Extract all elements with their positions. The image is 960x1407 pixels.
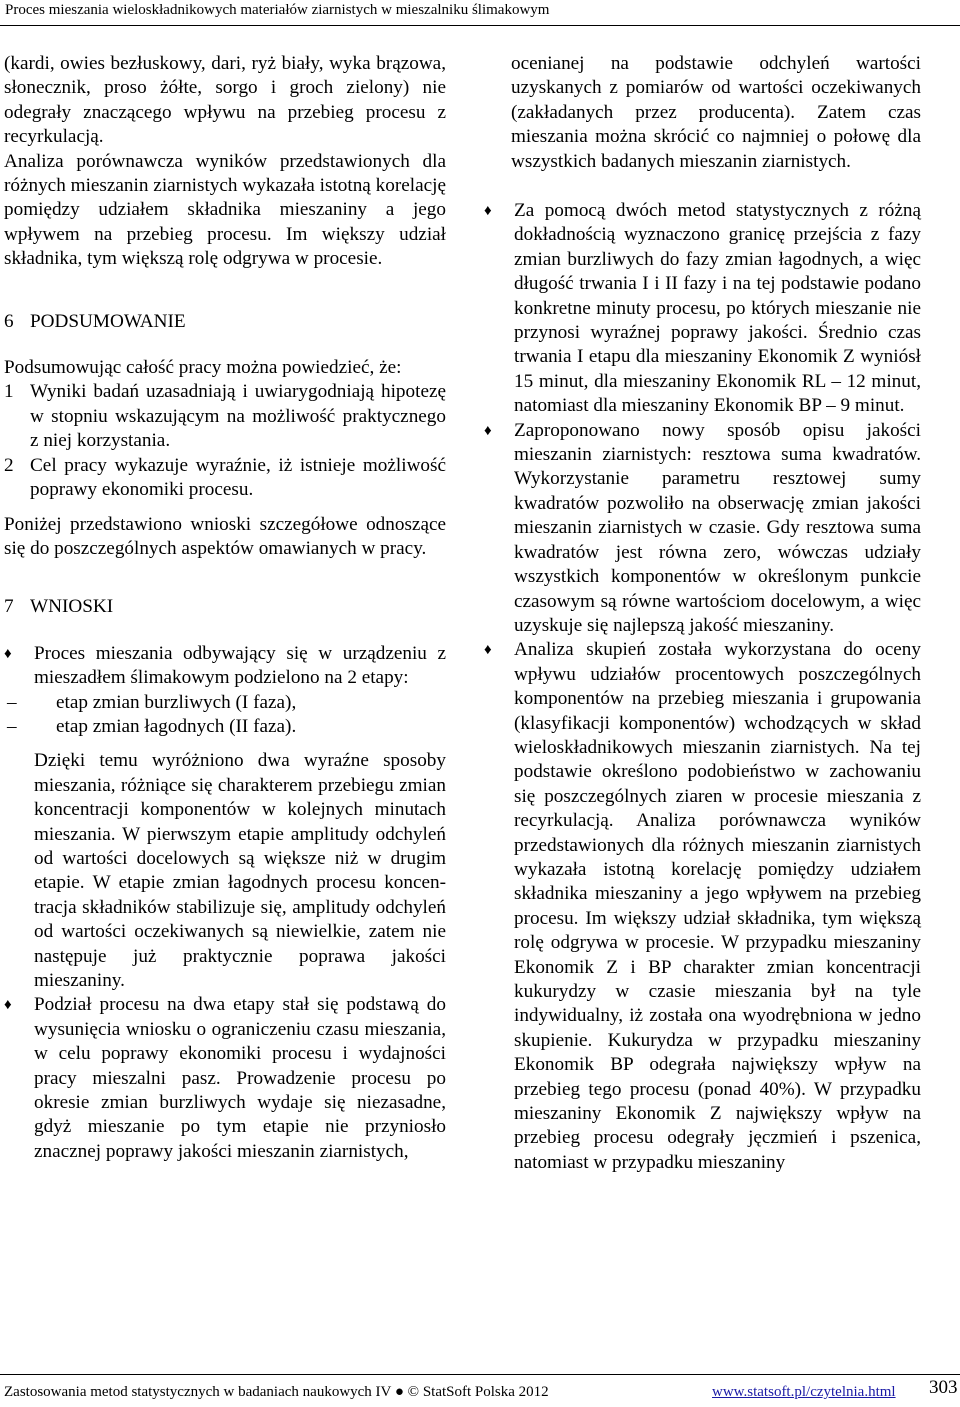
item-number: 1 xyxy=(4,381,14,403)
right-column xyxy=(511,52,921,174)
item-number: 2 xyxy=(4,454,14,476)
paragraph: Dzięki temu wyróżniono dwa wyraźne sposoby mieszania, różniące się charakterem przebiegu zmian koncentracji komponentów w kolejnych minutach mieszania. W pierwszym etapie amplitudy odchyleń od wartości docelowych są większe niż w drugim etapie. W etapie zmian łagodnych procesu koncentracja składników stabilizuje się, amplitudy odchyleń od wartości oczekiwanych są niewielkie, zatem nie następuje już praktycznie poprawa jakości mieszaniny. xyxy=(34,750,446,991)
dash-item xyxy=(4,691,446,715)
bullet-item xyxy=(484,638,921,1175)
paragraph: Analiza porównawcza wyników przedstawionych dla różnych mieszanin ziarnistych wykazała istotną korelację pomiędzy udziałem składnika mieszaniny a jego wpływem na przebieg procesu. Im większy udział składnika, tym większą rolę odgrywa w procesie. xyxy=(4,150,446,270)
footer-link[interactable]: www.statsoft.pl/czytelnia.html xyxy=(712,1384,896,1400)
page-number: 303 xyxy=(929,1377,958,1398)
bullet-item xyxy=(484,419,921,639)
bullet-text: Za pomocą dwóch metod statystycznych z różną dokładnością wyznaczono granicę przejścia z fazy zmian burzliwych do fazy zmian łagodnych, a więc długość trwania I i II fazy i na tej podstawie podano konkretne minuty procesu, po których mieszanie nie przynosi wyraźnej poprawy jakości. Średnio czas trwania I etapu dla mieszaniny Ekonomik Z wyniósł 15 minut, dla mieszaniny Ekonomik RL – 12 minut, natomiast dla mieszaniny Ekonomik BP – 9 minut. xyxy=(514,200,921,417)
page-footer xyxy=(0,1374,960,1407)
diamond-bullet-icon: ♦ xyxy=(484,203,492,219)
dash-text: etap zmian burzliwych (I faza), xyxy=(56,691,297,713)
section-title: PODSUMOWANIE xyxy=(30,310,186,332)
footer-text: Zastosowania metod statystycznych w badaniach naukowych IV ● © StatSoft Polska 2012 xyxy=(4,1384,549,1400)
item-text: Wyniki badań uzasadniają i uwiarygodniają hipotezę w stopniu wskazującym na możliwość praktycznego z niej korzystania. xyxy=(30,381,446,452)
bullet-text: Podział procesu na dwa etapy stał się podstawą do wysunięcia wniosku o ograniczeniu czasu mieszania, w celu poprawy ekonomiki procesu i wydajności pracy mieszalni pasz. Prowadzenie procesu po okresie zmian burzliwych wydaje się niezasadne, gdyż mieszanie po tym etapie nie przyniosło znacznej poprawy jakości mieszanin ziarnistych, xyxy=(34,994,446,1162)
left-column xyxy=(4,52,446,1164)
paragraph: Poniżej przedstawiono wnioski szczegółowe odnoszące się do poszczególnych aspektów omawianych w pracy. xyxy=(4,513,446,559)
dash-item xyxy=(4,715,446,739)
dash-icon: – xyxy=(7,715,17,737)
dash-text: etap zmian łagodnych (II faza). xyxy=(56,715,297,737)
dash-icon: – xyxy=(7,691,17,713)
bullet-text: Proces mieszania odbywający się w urządzeniu z mieszadłem ślimakowym podzielono na 2 etapy: xyxy=(34,642,446,689)
numbered-item xyxy=(4,380,446,453)
bullet-item xyxy=(4,993,446,1164)
bullet-item xyxy=(4,642,446,691)
section-heading-7 xyxy=(4,595,446,619)
item-text: Cel pracy wykazuje wyraźnie, iż istnieje możliwość poprawy ekonomiki procesu. xyxy=(30,454,446,501)
numbered-item xyxy=(4,454,446,503)
bullet-text: Zaproponowano nowy sposób opisu jakości mieszanin ziarnistych: resztowa suma kwadratów. Wykorzystanie parametru resztowej sumy kwadratów pozwoliło na obserwację zmian jakości mieszanin ziarnistych w czasie. Gdy resztowa suma kwadratów jest równa zero, wówczas udziały wszystkich komponentów w określonym punkcie czasowym są równe wartościom docelowym, a więc uzyskuje się najlepszą jakość mieszaniny. xyxy=(514,419,921,636)
diamond-bullet-icon: ♦ xyxy=(4,645,12,662)
section-number: 7 xyxy=(4,596,14,618)
diamond-bullet-icon: ♦ xyxy=(484,422,492,439)
running-head-title: Proces mieszania wieloskładnikowych materiałów ziarnistych w mieszalniku ślimakowym xyxy=(5,2,550,18)
bullet-text: Analiza skupień została wykorzystana do oceny wpływu udziałów procentowych poszczególnych komponentów na przebieg mieszania i grupowania (klasyfikacji komponentów) wchodzących w skład wieloskładnikowych mieszanin ziarnistych. Na tej podstawie określono podobieństwo w zachowaniu się poszczególnych ziaren w procesie mieszania z recyrkulacją. Analiza porównawcza wyników przedstawionych dla różnych mieszanin ziarnistych wykazała istotną korelację pomiędzy udziałem składnika mieszaniny a jego wpływem na przebieg procesu. Im większy udział składnika, tym większą rolę odgrywa w procesie. W przypadku mieszaniny Ekonomik Z i BP charakter zmian koncentracji kukurydzy w czasie mieszania był na tyle indywidualny, iż została ona wyodrębniona w jedno skupienie. Kukurydza w przypadku mieszaniny Ekonomik BP odegrała największy wpływ na przebieg tego procesu (ponad 40%). W przypadku mieszaniny Ekonomik Z największy wpływ na przebieg procesu odegrały jęczmień i pszenica, natomiast w przypadku mieszaniny xyxy=(514,639,921,1173)
running-head xyxy=(0,0,960,26)
right-column-bullets xyxy=(484,199,921,1175)
paragraph: Podsumowując całość pracy można powiedzieć, że: xyxy=(4,357,402,379)
diamond-bullet-icon: ♦ xyxy=(484,642,492,659)
paragraph: (kardi, owies bezłuskowy, dari, ryż biały, wyka brązowa, słonecznik, proso żółte, sorgo i groch zielony) nie odegrały znaczącego wpływu na przebieg procesu z recyrkulacją. xyxy=(4,53,446,148)
section-number: 6 xyxy=(4,310,14,332)
section-title: WNIOSKI xyxy=(30,596,114,618)
paragraph: ocenianej na podstawie odchyleń wartości uzyskanych z pomiarów od wartości oczekiwanych (zakładanych przez producenta). Zatem czas mieszania można skrócić co najmniej o połowę dla wszystkich badanych mieszanin ziarnistych. xyxy=(511,53,921,172)
bullet-item xyxy=(484,199,921,419)
diamond-bullet-icon: ♦ xyxy=(4,997,12,1014)
section-heading-6 xyxy=(4,310,446,334)
